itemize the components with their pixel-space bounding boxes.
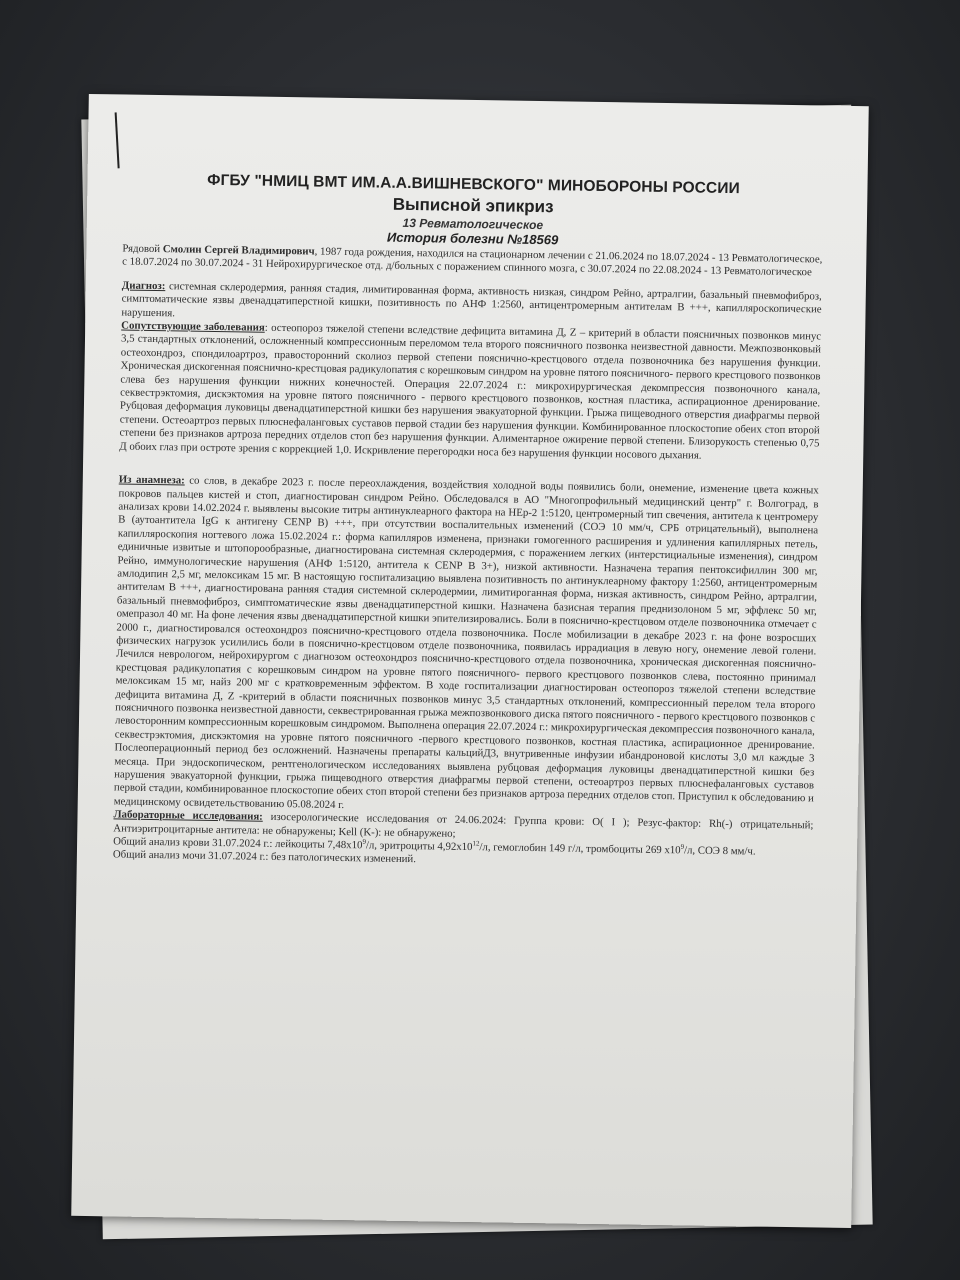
- cbc-part: /л, СОЭ 8 мм/ч.: [683, 844, 756, 858]
- anamnesis-section: [114, 474, 819, 820]
- serology-text: изосерологические исследования от 24.06.2024: Группа крови: О( I ); Резус-фактор: Rh(-) отрицательный; Антиэритроцитарные антитела: не обнаружены; Kell (K-): не обнаружено;: [113, 811, 814, 840]
- cbc-part: /л, эритроциты 4,92x10: [365, 839, 473, 854]
- department-name: 13 Ревматологическое: [402, 215, 544, 233]
- cbc-part: Общий анализ крови 31.07.2024 г.: лейкоциты 7,48x10: [113, 835, 363, 852]
- comorbid-section: [119, 320, 821, 465]
- comorbid-label: Сопутствующие заболевания: [121, 319, 265, 334]
- patient-name: Смолин Сергей Владимирович: [162, 243, 315, 258]
- labs-label: Лабораторные исследования:: [113, 808, 263, 824]
- comorbid-text: : остеопороз тяжелой степени вследствие дефицита витамина Д, Z – критерий в области поясничных позвонков минус 3,5 стандартных отклонений, осложненный компрессионным переломом тела второго поясничного позвонка неизвестной давности. Межпозвонковый остеохондроз, спондилоартроз, правосторонний сколиоз первой степени пояснично-крестцового отдела позвоночника без нарушения функции. Хроническая дискогенная пояснично-крестцовая радикулопатия с корешковым синдром на уровне пятого поясничного- первого крестцового позвонков слева без нарушения функции нижних конечностей. Операция 22.07.2024 г.: микрохирургическая декомпрессия позвоночного канала, секвестрэктомия, дискэктомия на уровне пятого поясничного - первого крестцового позвонков, костная пластика, аспирационное дренирование. Рубцовая деформация луковицы двенадцатиперстной кишки без нарушения эвакуаторной функции. Грыжа пищеводного отверстия диафрагмы первой степени. Остеоартроз первых плюснефаланговых суставов первой стадии без нарушения функции. Комбинированное плоскостопие обеих стоп второй степени без признаков артроза передних отделов стоп без нарушения функции. Алиментарное ожирение первой степени. Близорукость степенью 0,75 Д обоих глаз при остроте зрения с коррекцией 1,0. Искривление перегородки носа без нарушения функции носового дыхания.: [119, 321, 822, 462]
- organization-name: ФГБУ "НМИЦ ВМТ ИМ.А.А.ВИШНЕВСКОГО" МИНОБОРОНЫ РОССИИ: [207, 171, 740, 198]
- cbc-part: /л, гемоглобин 149 г/л, тромбоциты 269 x10: [479, 841, 681, 857]
- rank: Рядовой: [122, 242, 163, 256]
- history-number: История болезни №18569: [386, 229, 559, 248]
- document-title: Выписной эпикриз: [392, 194, 554, 217]
- stay-details: , 1987 года рождения, находился на стационарном лечении с 21.06.2024 по 18.07.2024 - 13 Ревматологическое, с 18.07.2024 по 30.07.2024 - 31 Нейрохирургическое отд. д/больных с поражением спинного мозга, с 30.07.2024 по 22.08.2024 - 13 Ревматологическое: [122, 245, 823, 279]
- cbc-exponent: 12: [472, 839, 480, 848]
- diagnosis-text: системная склеродермия, ранняя стадия, лимитированная форма, активность низкая, синдром Рейно, артралгии, базальный пневмофиброз, симптоматические язвы двенадцатиперстной кишки, позитивность по АНФ 1:2560, антицентромерным антителам В +++, капилляроскопические нарушения.: [121, 279, 822, 319]
- cbc-exponent: 9: [362, 837, 367, 846]
- diagnosis-label: Диагноз:: [121, 279, 166, 292]
- document-header: [123, 170, 824, 251]
- anamnesis-label: Из анамнеза:: [118, 473, 185, 487]
- document-content: [113, 170, 824, 873]
- anamnesis-text: со слов, в декабре 2023 г. после переохлаждения, воздействия холодной воды появились боли, онемение, изменение цвета кожных покровов пальцев кистей и стоп, диагностирован синдром Рейно. Обследовался в АО "Многопрофильный медицинский центр" г. Волгоград, в анализах крови 14.02.2024 г. выявлены высокие титры антинуклеарного фактора на HEp-2 1:5120, центромерный тип свечения, антитела к центромеру В (аутоантитела IgG к антигену CENP B) +++, при отсутствии воспалительных изменений (СОЭ 10 мм/ч, СРБ отрицательный), выполнена капилляроскопия ногтевого ложа 15.02.2024 г.: форма капилляров изменена, признаки гомогенного расширения и удлинения капиллярных петель, единичные извитые и штопорообразные, диагностирована системная склеродермия, с поражением легких (интерстициальные изменения), синдром Рейно, иммунологические нарушения (АНФ 1:5120, антитела к CENP B 3+), низкой активности. Назначена терапия пентоксифиллин 300 мг, амлодипин 2,5 мг, мелоксикам 15 мг. В настоящую госпитализацию выявлена позитивность по антинуклеарному фактору 1:2560, антицентромерным антителам В +++, диагностирована ранняя стадия системной склеродермии, лимитироганная форма, низкая активность, синдром Рейно, артралгии, базальный пневмофиброз, симптоматические язвы двенадцатиперстной кишки. Назначена базисная терапия преднизолоном 5 мг, эффлекс 50 мг, омепразол 40 мг. На фоне лечения язвы двенадцатиперстной кишки эпителизировались. Боли в пояснично-крестцовом отделе позвоночника отмечает с 2000 г., диагностировался остеохондроз пояснично-крестцового отдела позвоночника. После мобилизации в декабре 2023 г. на фоне возросших физических нагрузок усилились боли в пояснично-крестцовом отделе позвоночника, появилась иррадиация в левую ногу, онемение левой голени. Лечился неврологом, нейрохирургом с диагнозом остеохондроз пояснично-крестцового отдела позвоночника, хроническая дискогенная пояснично-крестцовая радикулопатия с корешковым синдром на уровне пятого поясничного- первого крестцового позвонков слева, постоянно принимал мелоксикам 15 мг, найз 200 мг с кратковременным эффектом. В ходе госпитализации диагностирован остеопороз тяжелой степени вследствие дефицита витамина Д, Z -критерий в области поясничных позвонков минус 3,5 стандартных отклонений, компрессионный перелом тела второго поясничного позвонка неизвестной давности, секвестрированная грыжа межпозвонкового диска пятого поясничного - первого крестцового позвонков с левосторонним компрессионным корешковым синдромом. Выполнена операция 22.07.2024 г.: микрохирургическая декомпрессия позвоночного канала, секвестрэктомия, дискэктомия на уровне пятого поясничного -первого крестцового позвонков, костная пластика, аспирационное дренирование. Послеоперационный период без осложнений. Назначены препараты кальцийД3, внутривенные инфузии ибандроновой кислоты 3,0 мл каждые 3 месяца. При эндоскопическом, рентгенологическом исследованиях выявлена рубцовая деформация луковицы двенадцатиперстной кишки без нарушения эвакуаторной функции, грыжа пищеводного отверстия диафрагмы первой степени, остеоартроз первых плюснефаланговых суставов первой стадии, комбинированное плоскостопие обеих стоп второй степени без признаков артроза передних отделов стоп. Приступил к обследованию и медицинскому освидетельствованию 05.08.2024 г.: [113, 474, 819, 811]
- urine-result: Общий анализ мочи 31.07.2024 г.: без патологических изменений.: [112, 848, 417, 866]
- cbc-exponent: 9: [680, 842, 685, 851]
- pen-mark: [115, 112, 120, 168]
- document-page: [71, 94, 869, 1228]
